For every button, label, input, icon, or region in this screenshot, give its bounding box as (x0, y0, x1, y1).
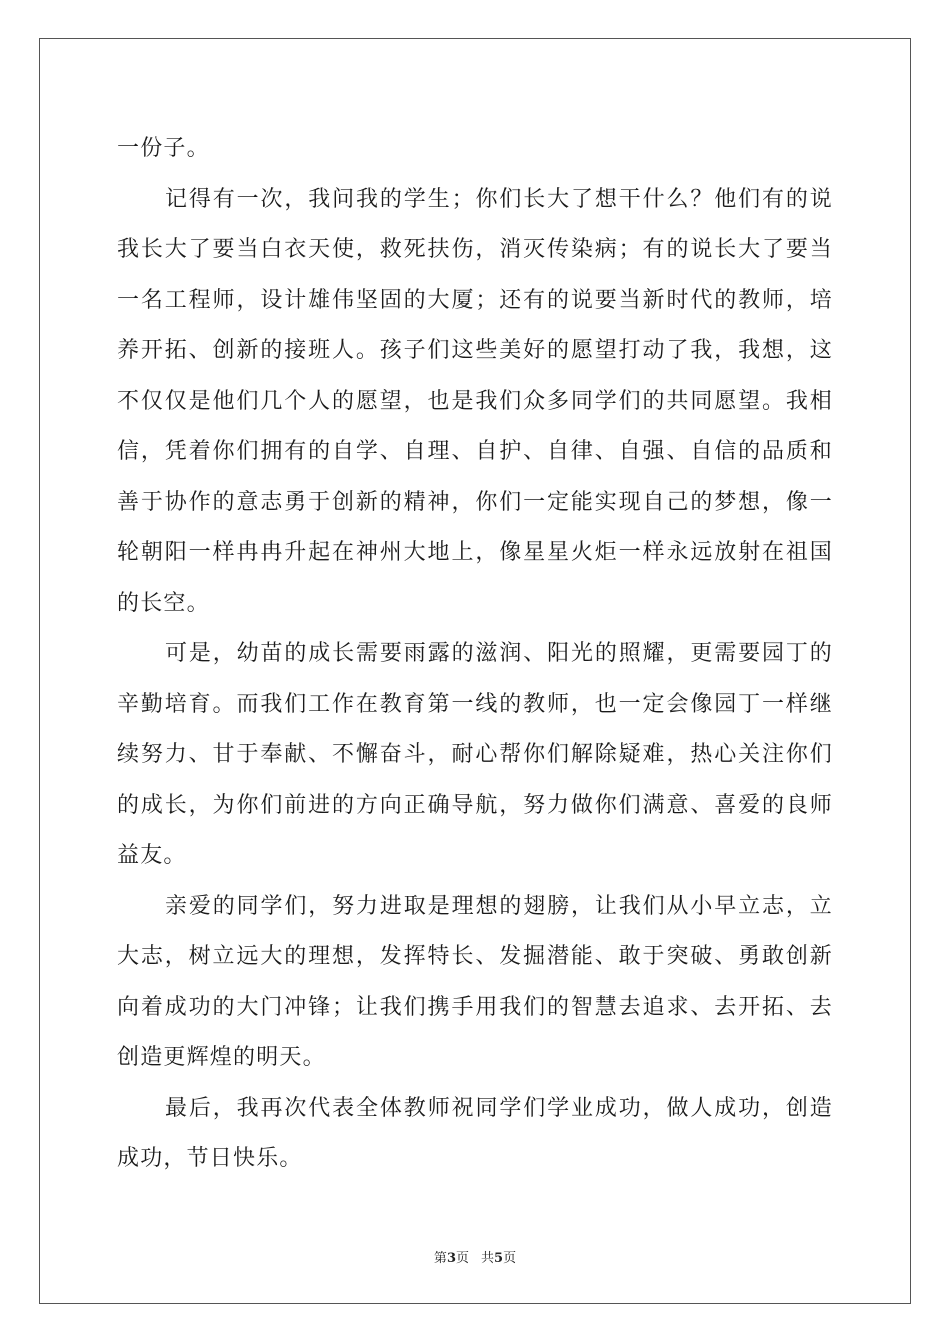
total-suffix: 页 (503, 1251, 517, 1266)
paragraph-1: 一份子。 (117, 136, 210, 161)
page-footer (0, 1247, 950, 1266)
paragraph-2: 记得有一次，我问我的学生；你们长大了想干什么？他们有的说我长大了要当白衣天使，救死扶伤，消灭传染病；有的说长大了要当一名工程师，设计雄伟坚固的大厦；还有的说要当新时代的教师，培养开拓、创新的接班人。孩子们这些美好的愿望打动了我，我想，这不仅仅是他们几个人的愿望，也是我们众多同学们的共同愿望。我相信，凭着你们拥有的自学、自理、自护、自律、自强、自信的品质和善于协作的意志勇于创新的精神，你们一定能实现自己的梦想，像一轮朝阳一样冉冉升起在神州大地上，像星星火炬一样永远放射在祖国的长空。 (117, 186, 833, 616)
page-suffix: 页 (455, 1251, 469, 1266)
page-prefix: 第 (433, 1251, 447, 1266)
paragraph-3: 可是，幼苗的成长需要雨露的滋润、阳光的照耀，更需要园丁的辛勤培育。而我们工作在教育第一线的教师，也一定会像园丁一样继续努力、甘于奉献、不懈奋斗，耐心帮你们解除疑难，热心关注你们的成长，为你们前进的方向正确导航，努力做你们满意、喜爱的良师益友。 (117, 641, 833, 868)
paragraph-4: 亲爱的同学们，努力进取是理想的翅膀，让我们从小早立志，立大志，树立远大的理想，发挥特长、发掘潜能、敢于突破、勇敢创新向着成功的大门冲锋；让我们携手用我们的智慧去追求、去开拓、去创造更辉煌的明天。 (117, 893, 833, 1070)
total-prefix: 共 (481, 1251, 495, 1266)
document-body (117, 124, 833, 1185)
paragraph-5: 最后，我再次代表全体教师祝同学们学业成功，做人成功，创造成功，节日快乐。 (117, 1095, 833, 1171)
page-number: 3 (446, 1251, 456, 1266)
total-pages: 5 (494, 1251, 504, 1266)
